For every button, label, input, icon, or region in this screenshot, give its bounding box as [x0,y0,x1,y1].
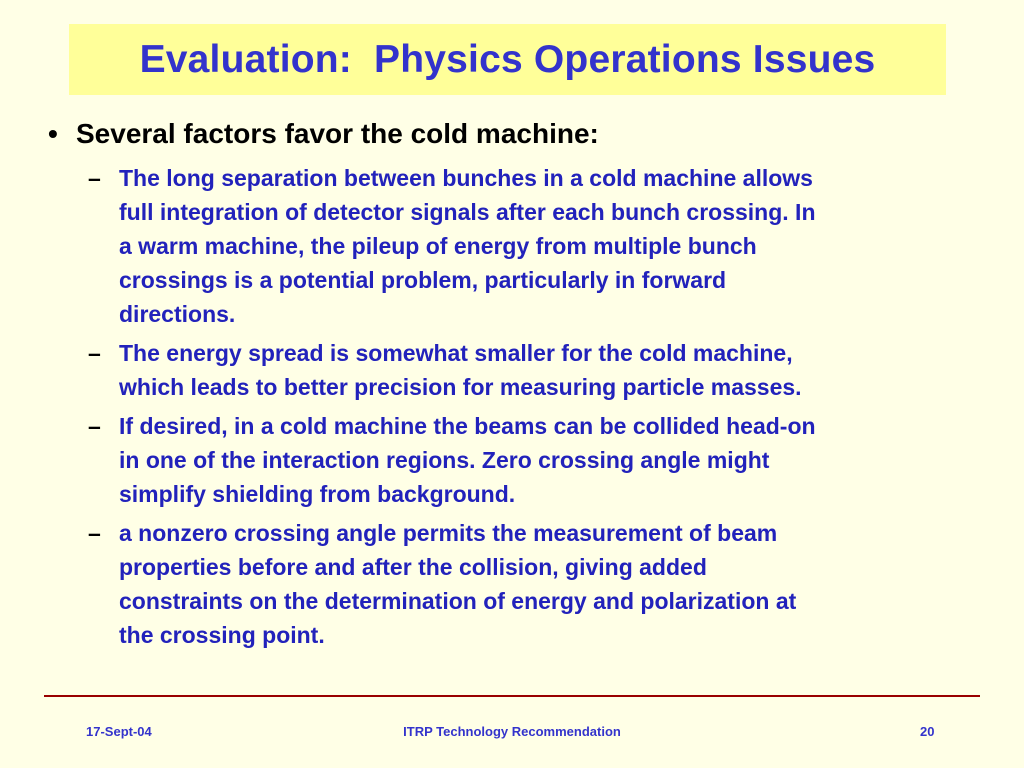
footer-title: ITRP Technology Recommendation [403,724,621,739]
sub-point-4: a nonzero crossing angle permits the measurement of beam properties before and after the collision, giving added constraints on the determination of energy and polarization at the crossing point. [119,520,797,648]
sub-bullet-item [88,336,1000,404]
dash-marker: – [88,413,101,439]
dash-marker: – [88,340,101,366]
page-number: 20 [920,724,935,739]
footer-date: 17-Sept-04 [86,724,152,739]
sub-point-3: If desired, in a cold machine the beams can be collided head-on in one of the interaction regions. Zero crossing angle might simplify shielding from background. [119,413,816,507]
sub-bullet-item [88,161,1000,331]
main-bullet-item [40,113,1000,155]
slide-title: Evaluation: Physics Operations Issues [139,37,876,81]
sub-bullet-item [88,516,1000,652]
slide-body [40,113,1000,657]
sub-point-1: The long separation between bunches in a cold machine allows full integration of detector signals after each bunch crossing. In a warm machine, the pileup of energy from multiple bunch crossings is a potential problem, particularly in forward directions. [119,165,816,327]
title-box [69,24,946,95]
bullet-marker: • [48,118,58,149]
dash-marker: – [88,520,101,546]
main-point: Several factors favor the cold machine: [76,118,599,149]
sub-bullet-item [88,409,1000,511]
footer-divider [44,695,980,697]
sub-point-2: The energy spread is somewhat smaller for the cold machine, which leads to better precision for measuring particle masses. [119,340,802,400]
dash-marker: – [88,165,101,191]
